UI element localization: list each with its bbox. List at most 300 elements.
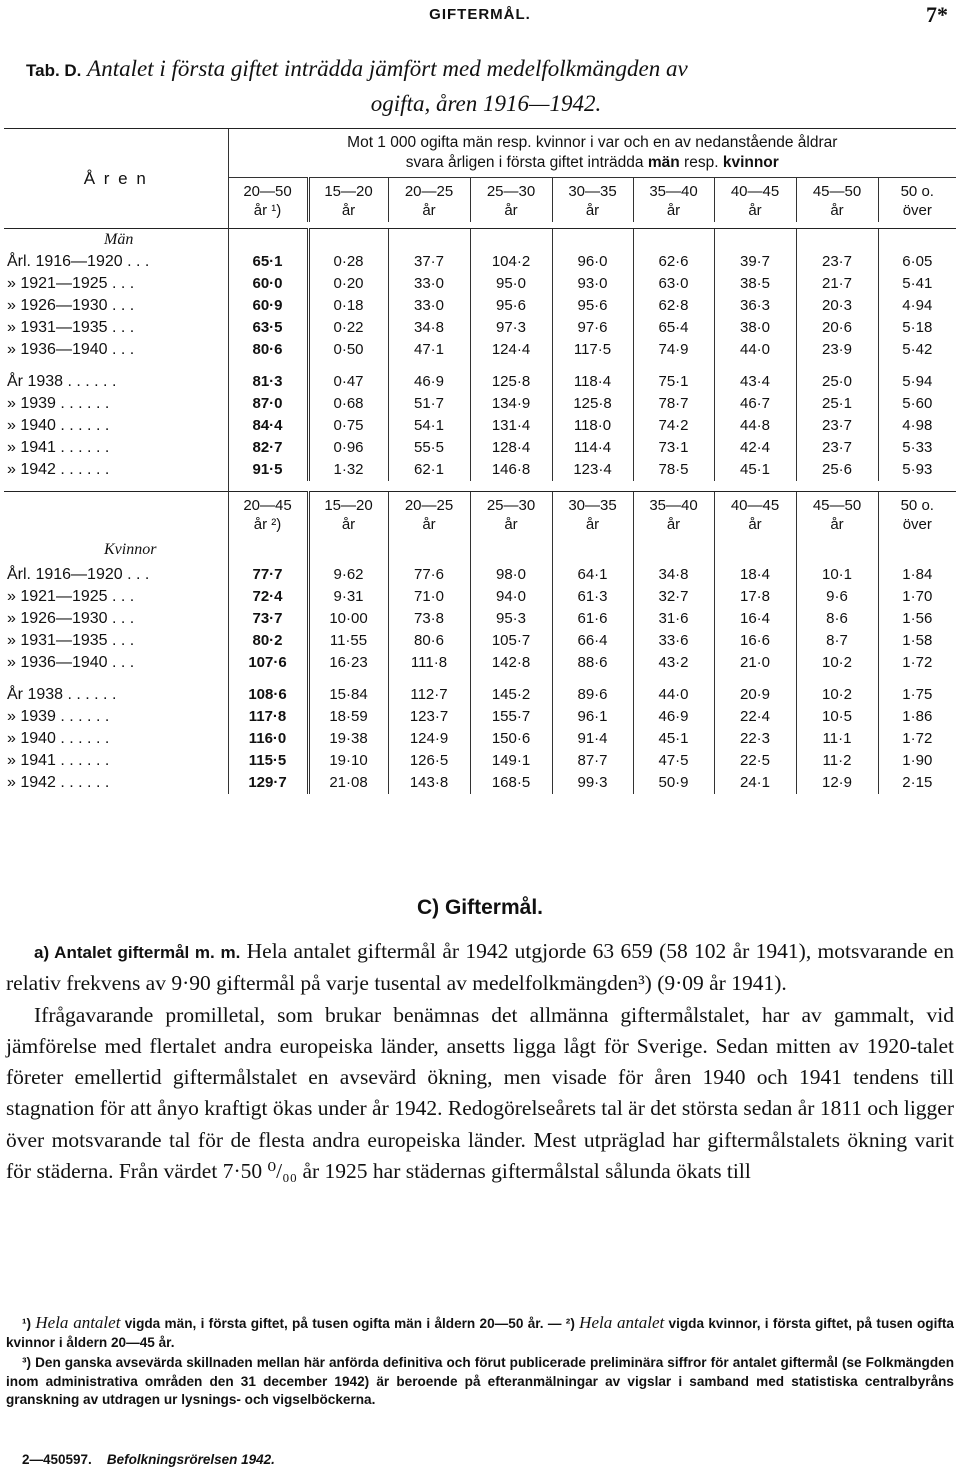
table-cell: 1·90 xyxy=(878,750,956,772)
column-header-range: 50 o. xyxy=(900,183,934,200)
page-number: 7* xyxy=(926,2,948,27)
table-cell: 33·0 xyxy=(388,295,470,317)
column-header-unit: år xyxy=(585,202,600,219)
table-cell: 10·2 xyxy=(796,684,878,706)
table-cell: 149·1 xyxy=(470,750,552,772)
table-cell: 44·0 xyxy=(714,339,796,361)
table-cell: 108·6 xyxy=(228,684,308,706)
table-cell: 143·8 xyxy=(388,772,470,794)
table-cell: 11·1 xyxy=(796,728,878,750)
table-cell: 72·4 xyxy=(228,586,308,608)
table-cell: 0·50 xyxy=(308,339,388,361)
table-cell: 22·4 xyxy=(714,706,796,728)
table-row xyxy=(4,295,956,317)
table-label: Tab. D. xyxy=(26,61,82,80)
table-cell: 10·1 xyxy=(796,564,878,586)
table-cell: 128·4 xyxy=(470,437,552,459)
table-row xyxy=(4,317,956,339)
table-cell: 1·32 xyxy=(308,459,388,481)
table-cell: 63·5 xyxy=(228,317,308,339)
table-cell: 39·7 xyxy=(714,251,796,273)
row-label: Årl. 1916—1920 . . . xyxy=(7,253,150,270)
table-cell: 142·8 xyxy=(470,652,552,674)
table-cell: 63·0 xyxy=(633,273,714,295)
table-cell: 0·20 xyxy=(308,273,388,295)
table-cell: 21·08 xyxy=(308,772,388,794)
table-cell: 107·6 xyxy=(228,652,308,674)
table-cell: 77·6 xyxy=(388,564,470,586)
row-label: År 1938 . . . . . . xyxy=(7,373,117,390)
table-cell: 95·6 xyxy=(552,295,633,317)
column-header-range: 20—50 xyxy=(243,183,292,200)
table-cell: 1·72 xyxy=(878,728,956,750)
paragraph-2: Ifrågavarande promilletal, som brukar benämnas det allmänna giftermålstalet, har av gammalt, vid jämförelse med flertalet andra europeiska länder, ansetts ligga lågt för Sverige. Sedan mitten av 1920-talet företer emellertid giftermålstalet en avsevärd ökning, men visade för åren 1940 och 1941 tendens till stagnation för att ånyo kraftigt ökas under år 1942. Redogörelseårets tal är det största sedan år 1811 och ligger över motsvarande tal för de flesta andra europeiska länder. Mest utpräglad har giftermålstalets ökning varit för städerna. Från värdet 7·50 ⁰/₀₀ år 1925 har städernas giftermålstal sålunda ökats till xyxy=(6,1002,954,1184)
table-cell: 1·75 xyxy=(878,684,956,706)
table-cell: 50·9 xyxy=(633,772,714,794)
table-cell: 111·8 xyxy=(388,652,470,674)
table-cell: 37·7 xyxy=(388,251,470,273)
column-header-range: 50 o. xyxy=(900,497,934,514)
column-header-unit: över xyxy=(902,202,932,219)
table-cell: 38·0 xyxy=(714,317,796,339)
table-cell: 62·6 xyxy=(633,251,714,273)
row-label: » 1942 . . . . . . xyxy=(7,774,110,791)
column-header-unit: år ²) xyxy=(253,516,282,533)
table-row xyxy=(4,630,956,652)
table-cell: 24·1 xyxy=(714,772,796,794)
row-label: » 1931—1935 . . . xyxy=(7,319,135,336)
table-cell: 105·7 xyxy=(470,630,552,652)
table-title xyxy=(26,52,946,120)
table-row xyxy=(4,608,956,630)
table-cell: 94·0 xyxy=(470,586,552,608)
table-cell: 18·59 xyxy=(308,706,388,728)
table-cell: 124·9 xyxy=(388,728,470,750)
column-header xyxy=(633,178,714,223)
table-cell: 44·8 xyxy=(714,415,796,437)
table-cell: 168·5 xyxy=(470,772,552,794)
table-cell: 1·58 xyxy=(878,630,956,652)
table-cell: 104·2 xyxy=(470,251,552,273)
table-cell: 32·7 xyxy=(633,586,714,608)
column-header-range: 25—30 xyxy=(486,183,536,200)
table-cell: 23·9 xyxy=(796,339,878,361)
table-cell: 61·6 xyxy=(552,608,633,630)
table-cell: 155·7 xyxy=(470,706,552,728)
column-header-range: 40—45 xyxy=(730,183,780,200)
table-caption-row xyxy=(4,129,956,178)
gap-row xyxy=(4,361,956,371)
women-label-row xyxy=(4,536,956,564)
row-label: » 1921—1925 . . . xyxy=(7,588,135,605)
women-column-headers xyxy=(4,492,956,537)
table-cell: 1·56 xyxy=(878,608,956,630)
men-period-rows xyxy=(4,251,956,361)
table-cell: 125·8 xyxy=(470,371,552,393)
table-cell: 55·5 xyxy=(388,437,470,459)
table-cell: 2·15 xyxy=(878,772,956,794)
table-cell: 22·3 xyxy=(714,728,796,750)
table-cell: 80·6 xyxy=(388,630,470,652)
column-header xyxy=(228,178,308,223)
column-header-range: 20—25 xyxy=(404,183,454,200)
table-cell: 19·38 xyxy=(308,728,388,750)
paragraph-1 xyxy=(6,936,954,1000)
table-cell: 61·3 xyxy=(552,586,633,608)
row-label: » 1941 . . . . . . xyxy=(7,752,110,769)
table-cell: 73·1 xyxy=(633,437,714,459)
table-cell: 117·8 xyxy=(228,706,308,728)
column-header xyxy=(552,492,633,537)
row-label: » 1942 . . . . . . xyxy=(7,461,110,478)
table-cell: 18·4 xyxy=(714,564,796,586)
column-header-range: 30—35 xyxy=(568,497,617,514)
table-cell: 112·7 xyxy=(388,684,470,706)
table-cell: 9·31 xyxy=(308,586,388,608)
row-label: » 1941 . . . . . . xyxy=(7,439,110,456)
table-cell: 73·8 xyxy=(388,608,470,630)
table-row xyxy=(4,586,956,608)
column-caption-women: kvinnor xyxy=(722,154,779,171)
table-cell: 87·0 xyxy=(228,393,308,415)
table-cell: 5·41 xyxy=(878,273,956,295)
table-cell: 145·2 xyxy=(470,684,552,706)
column-header xyxy=(552,178,633,223)
table-cell: 5·93 xyxy=(878,459,956,481)
table-cell: 16·6 xyxy=(714,630,796,652)
table-cell: 25·0 xyxy=(796,371,878,393)
table-cell: 93·0 xyxy=(552,273,633,295)
footnote-3 xyxy=(6,1354,954,1410)
column-caption-men: män xyxy=(647,154,680,171)
column-header xyxy=(714,492,796,537)
table-cell: 54·1 xyxy=(388,415,470,437)
table-cell: 62·8 xyxy=(633,295,714,317)
women-year-rows xyxy=(4,684,956,794)
table-cell: 36·3 xyxy=(714,295,796,317)
table-cell: 10·2 xyxy=(796,652,878,674)
table-cell: 5·42 xyxy=(878,339,956,361)
row-label: » 1926—1930 . . . xyxy=(7,610,135,627)
column-header xyxy=(470,492,552,537)
column-header xyxy=(470,178,552,223)
table-cell: 95·0 xyxy=(470,273,552,295)
table-cell: 150·6 xyxy=(470,728,552,750)
table-cell: 71·0 xyxy=(388,586,470,608)
footnote-3-text: Den ganska avsevärda skillnaden mellan här anförda definitiva och förut publicerade preliminära siffror för antalet giftermål (se Folkmängden inom administrativa områden den 31 december 1942) är beroende på efteranmälningar av vigslar i samband med statistiska centralbyråns granskning av utdragen ur lysnings- och vigselböckerna. xyxy=(6,1355,954,1407)
header-blank xyxy=(4,492,228,537)
table-cell: 118·4 xyxy=(552,371,633,393)
table-cell: 34·8 xyxy=(633,564,714,586)
table-cell: 8·6 xyxy=(796,608,878,630)
footnote-2-mark: ²) xyxy=(565,1316,575,1331)
footnote-1-mark: ¹) xyxy=(22,1316,32,1331)
table-cell: 1·72 xyxy=(878,652,956,674)
paragraph-1-text: Hela antalet giftermål år 1942 utgjorde 63 659 (58 102 år 1941), motsvarande en relativ frekvens av 9·90 giftermål på varje tusental av medelfolkmängden³) (9·09 år 1941). xyxy=(6,939,955,996)
column-caption xyxy=(228,129,956,178)
table-row xyxy=(4,459,956,481)
table-cell: 60·9 xyxy=(228,295,308,317)
women-section-label: Kvinnor xyxy=(104,541,157,558)
table-cell: 123·4 xyxy=(552,459,633,481)
table-cell: 80·6 xyxy=(228,339,308,361)
table-cell: 46·9 xyxy=(633,706,714,728)
column-header xyxy=(878,178,956,223)
row-label: År 1938 . . . . . . xyxy=(7,686,117,703)
column-header-range: 15—20 xyxy=(324,497,373,514)
table-cell: 97·3 xyxy=(470,317,552,339)
table-cell: 118·0 xyxy=(552,415,633,437)
table-cell: 0·75 xyxy=(308,415,388,437)
table-cell: 9·6 xyxy=(796,586,878,608)
table-cell: 73·7 xyxy=(228,608,308,630)
table-cell: 8·7 xyxy=(796,630,878,652)
print-code: 2—450597. xyxy=(22,1452,92,1467)
table-row xyxy=(4,393,956,415)
table-cell: 74·2 xyxy=(633,415,714,437)
column-header-unit: år xyxy=(504,202,518,219)
table-cell: 4·94 xyxy=(878,295,956,317)
body-text xyxy=(6,936,954,1187)
column-caption-line1: Mot 1 000 ogifta män resp. kvinnor i var och en av nedanstående åldrar xyxy=(347,134,838,151)
table-cell: 19·10 xyxy=(308,750,388,772)
statistics-table xyxy=(4,128,956,794)
table-cell: 23·7 xyxy=(796,437,878,459)
women-gap xyxy=(4,674,956,684)
column-header-range: 25—30 xyxy=(486,497,536,514)
table-cell: 1·84 xyxy=(878,564,956,586)
table-cell: 88·6 xyxy=(552,652,633,674)
table-row xyxy=(4,652,956,674)
table-cell: 16·23 xyxy=(308,652,388,674)
table-cell: 22·5 xyxy=(714,750,796,772)
table-cell: 11·55 xyxy=(308,630,388,652)
row-label: » 1940 . . . . . . xyxy=(7,730,110,747)
row-label: » 1939 . . . . . . xyxy=(7,708,110,725)
table-cell: 6·05 xyxy=(878,251,956,273)
men-year-rows xyxy=(4,371,956,481)
column-header-unit: år xyxy=(830,516,844,533)
footnote-1-2 xyxy=(6,1314,954,1352)
table-cell: 65·4 xyxy=(633,317,714,339)
men-label-row xyxy=(4,229,956,252)
table-cell: 5·94 xyxy=(878,371,956,393)
row-label: » 1926—1930 . . . xyxy=(7,297,135,314)
table-title-line2: ogifta, åren 1916—1942. xyxy=(370,91,602,116)
column-header-unit: år xyxy=(666,202,681,219)
table-cell: 96·1 xyxy=(552,706,633,728)
table-cell: 117·5 xyxy=(552,339,633,361)
table-cell: 21·7 xyxy=(796,273,878,295)
column-header-unit: år xyxy=(585,516,600,533)
table-cell: 78·5 xyxy=(633,459,714,481)
table-cell: 131·4 xyxy=(470,415,552,437)
column-header xyxy=(308,178,388,223)
table-cell: 5·33 xyxy=(878,437,956,459)
table-cell: 146·8 xyxy=(470,459,552,481)
table-row xyxy=(4,750,956,772)
running-header xyxy=(0,2,960,30)
table-cell: 46·9 xyxy=(388,371,470,393)
table-cell: 64·1 xyxy=(552,564,633,586)
column-header-unit: år xyxy=(666,516,681,533)
column-header xyxy=(633,492,714,537)
table-row xyxy=(4,273,956,295)
table-cell: 31·6 xyxy=(633,608,714,630)
column-header xyxy=(388,178,470,223)
men-section-label: Män xyxy=(4,229,228,252)
table-row xyxy=(4,564,956,586)
table-cell: 46·7 xyxy=(714,393,796,415)
table-cell: 10·00 xyxy=(308,608,388,630)
table-cell: 87·7 xyxy=(552,750,633,772)
table-cell: 99·3 xyxy=(552,772,633,794)
column-header-unit: år ¹) xyxy=(253,202,282,219)
table-cell: 0·68 xyxy=(308,393,388,415)
table-cell: 47·5 xyxy=(633,750,714,772)
table-row xyxy=(4,706,956,728)
table-cell: 62·1 xyxy=(388,459,470,481)
row-label: » 1936—1940 . . . xyxy=(7,341,135,358)
table-cell: 12·9 xyxy=(796,772,878,794)
table-cell: 23·7 xyxy=(796,415,878,437)
table-cell: 75·1 xyxy=(633,371,714,393)
column-header xyxy=(228,492,308,537)
table-cell: 98·0 xyxy=(470,564,552,586)
column-header xyxy=(796,492,878,537)
men-gap xyxy=(4,361,956,371)
column-header xyxy=(878,492,956,537)
column-header-unit: över xyxy=(902,516,932,533)
row-label: Årl. 1916—1920 . . . xyxy=(7,566,150,583)
table-cell: 1·70 xyxy=(878,586,956,608)
table-title-line1: Antalet i första giftet inträdda jämfört med medelfolkmängden av xyxy=(87,56,688,81)
subheading: a) Antalet giftermål m. m. xyxy=(34,943,241,962)
table-cell: 33·6 xyxy=(633,630,714,652)
table-row xyxy=(4,684,956,706)
table-cell: 0·47 xyxy=(308,371,388,393)
table-cell: 1·86 xyxy=(878,706,956,728)
table-cell: 0·28 xyxy=(308,251,388,273)
publication-title: Befolkningsrörelsen 1942. xyxy=(106,1452,275,1467)
table-cell: 51·7 xyxy=(388,393,470,415)
table-cell: 84·4 xyxy=(228,415,308,437)
table-cell: 77·7 xyxy=(228,564,308,586)
column-header-unit: år xyxy=(341,516,356,533)
footnotes xyxy=(6,1314,954,1412)
column-header-unit: år xyxy=(748,202,762,219)
row-header: Å r e n xyxy=(4,129,228,229)
column-header xyxy=(714,178,796,223)
table-cell: 25·1 xyxy=(796,393,878,415)
table-cell: 97·6 xyxy=(552,317,633,339)
table-cell: 10·5 xyxy=(796,706,878,728)
table-cell: 43·2 xyxy=(633,652,714,674)
table-cell: 74·9 xyxy=(633,339,714,361)
column-header-range: 20—25 xyxy=(404,497,454,514)
table-cell: 81·3 xyxy=(228,371,308,393)
column-header-range: 35—40 xyxy=(649,183,698,200)
gap-row xyxy=(4,481,956,492)
footnote-1-italic: Hela antalet xyxy=(35,1313,121,1332)
column-header-range: 35—40 xyxy=(649,497,698,514)
table-cell: 78·7 xyxy=(633,393,714,415)
women-period-rows xyxy=(4,564,956,674)
table-cell: 124·4 xyxy=(470,339,552,361)
table-cell: 20·3 xyxy=(796,295,878,317)
column-caption-line2a: svara årligen i första giftet inträdda xyxy=(405,154,644,171)
column-header-range: 45—50 xyxy=(812,497,862,514)
row-label: » 1936—1940 . . . xyxy=(7,654,135,671)
table-cell: 25·6 xyxy=(796,459,878,481)
table-cell: 20·6 xyxy=(796,317,878,339)
table-cell: 123·7 xyxy=(388,706,470,728)
table-cell: 43·4 xyxy=(714,371,796,393)
column-header-range: 15—20 xyxy=(324,183,373,200)
table-row xyxy=(4,251,956,273)
table-cell: 96·0 xyxy=(552,251,633,273)
footnote-1-text: vigda män, i första giftet, på tusen ogifta män i åldern 20—50 år. — xyxy=(124,1316,562,1331)
column-header-unit: år xyxy=(422,516,436,533)
table-cell: 4·98 xyxy=(878,415,956,437)
footnote-2-italic: Hela antalet xyxy=(579,1313,665,1332)
table-cell: 0·96 xyxy=(308,437,388,459)
table-cell: 47·1 xyxy=(388,339,470,361)
table-row xyxy=(4,772,956,794)
column-header xyxy=(308,492,388,537)
column-header xyxy=(796,178,878,223)
table-row xyxy=(4,728,956,750)
column-header-unit: år xyxy=(422,202,436,219)
table-cell: 20·9 xyxy=(714,684,796,706)
table-row xyxy=(4,437,956,459)
running-title: GIFTERMÅL. xyxy=(429,6,531,23)
table-cell: 66·4 xyxy=(552,630,633,652)
table-cell: 0·22 xyxy=(308,317,388,339)
row-label: » 1921—1925 . . . xyxy=(7,275,135,292)
table-cell: 80·2 xyxy=(228,630,308,652)
footnote-2-text: vigda kvinnor, i första giftet, på tusen ogifta kvinnor i åldern 20—45 år. xyxy=(6,1316,954,1350)
row-label: » 1939 . . . . . . xyxy=(7,395,110,412)
table-row xyxy=(4,339,956,361)
table-cell: 95·6 xyxy=(470,295,552,317)
table-cell: 15·84 xyxy=(308,684,388,706)
column-header-unit: år xyxy=(504,516,518,533)
table-cell: 129·7 xyxy=(228,772,308,794)
table-cell: 65·1 xyxy=(228,251,308,273)
table-cell: 11·2 xyxy=(796,750,878,772)
column-header-unit: år xyxy=(830,202,844,219)
row-label: » 1940 . . . . . . xyxy=(7,417,110,434)
table-cell: 134·9 xyxy=(470,393,552,415)
table-cell: 21·0 xyxy=(714,652,796,674)
column-header-range: 40—45 xyxy=(730,497,780,514)
row-label: » 1931—1935 . . . xyxy=(7,632,135,649)
table-cell: 114·4 xyxy=(552,437,633,459)
table-cell: 44·0 xyxy=(633,684,714,706)
signature-line xyxy=(22,1452,275,1467)
column-header-unit: år xyxy=(341,202,356,219)
table-cell: 89·6 xyxy=(552,684,633,706)
table-cell: 95·3 xyxy=(470,608,552,630)
table-cell: 38·5 xyxy=(714,273,796,295)
table-cell: 42·4 xyxy=(714,437,796,459)
table-cell: 91·4 xyxy=(552,728,633,750)
table-cell: 126·5 xyxy=(388,750,470,772)
table-cell: 45·1 xyxy=(633,728,714,750)
table-cell: 0·18 xyxy=(308,295,388,317)
column-caption-line2b: resp. xyxy=(684,154,719,171)
